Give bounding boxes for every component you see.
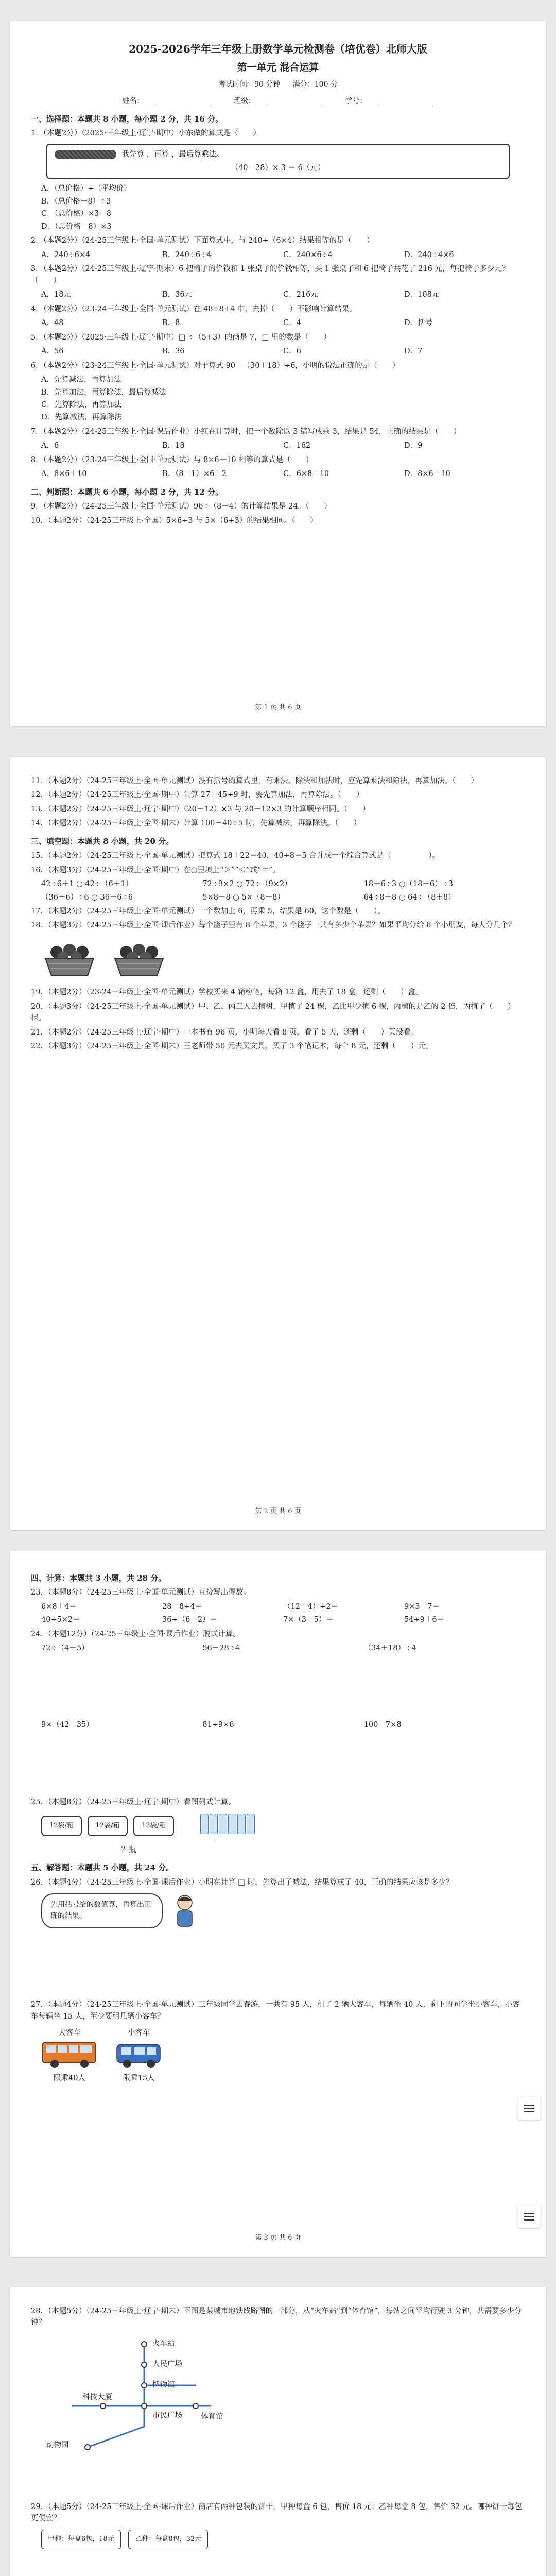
section-3-heading: 三、填空题：本题共 8 小题，共 20 分。	[31, 836, 174, 846]
bus-icon	[41, 2039, 98, 2069]
question-23: 23．（本题8分）（24-25三年级上·全国·单元测试）直接写出得数。	[31, 1588, 251, 1597]
big-bus	[41, 2027, 98, 2084]
q3-option-d: D．108元	[404, 291, 440, 299]
question-8: 8．（本题2分）（23-24三年级上·全国·单元测试）与 8×6－10 相等的算式是（ ）	[31, 455, 314, 464]
small-bus-capacity: 限乘15人	[123, 2074, 155, 2083]
q5-option-b: B．36	[162, 347, 185, 356]
box-icon	[88, 1816, 128, 1836]
score-info: 满分：100 分	[292, 80, 338, 89]
question-29: 29．（本题5分）（24-25三年级上·全国·课后作业）商店有两种包装的饼干，甲种每盒 6 包，售价 18 元；乙种每盒 8 包，售价 32 元。哪种饼干每包更便宜？	[31, 2502, 522, 2523]
question-16: 16．（本题3分）（24-25三年级上·全国·期中）在○里填上“＞”“＜”或“＝”。	[31, 866, 280, 874]
q5-option-a: A．56	[41, 347, 64, 356]
q25-brace-label: ？瓶	[41, 1842, 216, 1856]
q16-row-2	[41, 892, 525, 903]
question-11: 11．（本题2分）（24-25三年级上·全国·单元测试）没有括号的算式里，有乘法、除法和加法时，应先算乘法和除法，再算加法。（ ）	[31, 777, 478, 785]
bottle-icon	[200, 1814, 208, 1834]
station-label: 人民广场	[152, 2360, 182, 2368]
station-label: 体育馆	[201, 2412, 223, 2421]
q1-option-a: A．（总价格）÷（平均价）	[41, 184, 131, 193]
big-bus-label: 大客车	[58, 2029, 81, 2038]
bottle-icon	[247, 1814, 255, 1834]
q16-item: 72÷9×2 ○ 72÷（9×2）	[202, 880, 292, 889]
page-number: 第 3 页 共 6 页	[255, 2233, 301, 2242]
time-info: 考试时间：90 分钟	[218, 80, 281, 89]
q1-option-b: B．（总价格－8）÷3	[41, 197, 111, 206]
question-24: 24．（本题12分）（24-25三年级上·全国·课后作业）脱式计算。	[31, 1630, 240, 1638]
question-4: 4．（本题2分）（23-24三年级上·全国·单元测试）在 48÷8+4 中，去掉（ ）不影响计算结果。	[31, 304, 357, 313]
page-1	[10, 21, 546, 726]
q23-row-1	[41, 1601, 525, 1613]
q23-item: 28－8÷4＝	[162, 1602, 203, 1611]
q7-option-c: C．162	[283, 442, 311, 450]
q26-figure	[41, 1893, 525, 1929]
q6-option-c: C．先算除法，再算加法	[41, 400, 122, 409]
section-5-heading: 五、解答题：本题共 5 小题，共 24 分。	[31, 1863, 174, 1873]
exam-title: 2025-2026学年三年级上册数学单元检测卷（培优卷）北师大版	[129, 43, 427, 55]
q24-row-2	[41, 1719, 525, 1731]
q5-option-d: D．7	[404, 347, 423, 356]
q7-option-a: A．6	[41, 442, 59, 450]
q23-item: 40÷5×2＝	[41, 1616, 80, 1624]
basket-icon	[41, 937, 98, 978]
student-icon	[170, 1893, 199, 1929]
q24-work-space-2	[31, 1732, 525, 1794]
page-number: 第 1 页 共 6 页	[255, 703, 301, 711]
q2-option-c: C．240×6÷4	[283, 250, 333, 259]
q1-option-c: C．（总价格）×3－8	[41, 210, 111, 218]
q16-item: 64÷8＋8 ○ 64÷（8＋8）	[363, 893, 456, 902]
scribble-mark	[55, 150, 116, 159]
bottle-icon	[237, 1814, 246, 1834]
box-icon	[133, 1816, 174, 1836]
q1-formula: （40－28）× 3 ＝ 6（元）	[231, 164, 325, 172]
q29-work-space	[31, 2554, 525, 2576]
q16-item: 18＋6÷3 ○（18＋6）÷3	[363, 880, 454, 889]
q3-option-b: B．36元	[162, 291, 193, 299]
basket-icon	[111, 937, 167, 978]
small-bus	[116, 2027, 162, 2084]
q24-item: 72÷（4＋5）	[41, 1644, 89, 1653]
station-label: 科技大厦	[82, 2393, 112, 2401]
q4-options	[41, 317, 525, 329]
section-1-heading: 一、选择题：本题共 8 小题，每小题 2 分，共 16 分。	[31, 114, 223, 124]
q16-row-1	[41, 878, 525, 890]
q16-item: 5×8－8 ○ 5×（8－8）	[202, 893, 285, 902]
q8-option-d: D．8×6－10	[404, 470, 450, 479]
exam-meta	[31, 79, 525, 91]
question-7: 7．（本题2分）（24-25三年级上·全国·课后作业）小红在计算时，把一个数除以 3 错写成乘 3，结果是 54，正确的结果是（ ）	[31, 427, 461, 436]
q7-options	[41, 440, 525, 451]
q29-figure	[41, 2530, 525, 2549]
question-20: 20．（本题3分）（24-25三年级上·全国·单元测试）甲、乙、丙三人去植树，甲植了 24 棵，乙比甲少植 6 棵，丙植的是乙的 2 倍，丙植了（ ）棵。	[31, 1002, 515, 1023]
big-bus-capacity: 限乘40人	[54, 2074, 85, 2083]
biscuit-box-b: 乙种：每盒8包，32元	[128, 2530, 208, 2549]
q2-option-d: D．240÷4×6	[404, 250, 454, 259]
q24-work-space-1	[31, 1656, 525, 1718]
menu-icon	[524, 2211, 534, 2222]
box-label: 12袋/箱	[49, 1822, 74, 1830]
q4-option-a: A．48	[41, 319, 64, 328]
menu-button[interactable]	[518, 2205, 541, 2228]
bottle-icon	[210, 1814, 218, 1834]
box-label: 12袋/箱	[142, 1822, 166, 1830]
bottle-icon	[219, 1814, 227, 1834]
q2-options	[41, 249, 525, 261]
question-1: 1．（本题2分）（2025·三年级上·辽宁·期中）小东做的算式是（ ）	[31, 129, 261, 138]
q8-option-b: B．（8－1）×6＋2	[162, 470, 227, 479]
question-5: 5．（本题2分）（2025·三年级上·辽宁·期中）□ ÷（5+3）的商是 7，□ 里的数是（ ）	[31, 333, 331, 342]
q5-option-c: C．6	[283, 347, 301, 356]
q1-option-d: D．（总价格－8）×3	[41, 222, 112, 231]
menu-icon	[524, 2103, 534, 2114]
question-26: 26．（本题4分）（24-25三年级上·全国·课后作业）小明在计算 □ 时，先算出了减法，结果算成了 40，正确的结果应该是多少？	[31, 1878, 454, 1887]
question-17: 17．（本题2分）（24-25三年级上·全国·单元测试）一个数加上 6，再乘 5，结果是 60，这个数是（ ）。	[31, 907, 385, 916]
q7-option-b: B．18	[162, 442, 185, 450]
q8-option-c: C．6×8＋10	[283, 470, 329, 479]
q4-option-b: B．8	[162, 319, 180, 328]
page-number: 第 2 页 共 6 页	[255, 1507, 301, 1515]
question-28: 28．（本题5分）（24-25三年级上·辽宁·期末）下图是某城市地铁线路图的一部分，从“火车站”到“体育馆”，每站之间平均行驶 3 分钟，共需要多少分钟？	[31, 2307, 522, 2327]
question-18: 18．（本题3分）（24-25三年级上·全国·课后作业）每个篮子里有 8 个苹果，3 个篮子一共有多少个苹果？如果平均分给 6 个小朋友，每人分几个？	[31, 921, 516, 930]
page-3	[10, 1551, 546, 2257]
question-22: 22．（本题3分）（24-25三年级上·全国·期末）王老师带 50 元去买文具，买了 3 个笔记本，每个 8 元，还剩（ ）元。	[31, 1042, 433, 1051]
question-27: 27．（本题4分）（24-25三年级上·全国·单元测试）三年级同学去春游，一共有 95 人，租了 2 辆大客车，每辆坐 40 人，剩下的同学坐小客车，小客车每辆坐 15 人，至少要租几辆小客车？	[31, 2001, 520, 2021]
q6-option-a: A．先算减法，再算加法	[41, 376, 121, 384]
q27-figure	[41, 2027, 525, 2084]
section-4-heading: 四、计算：本题共 3 小题，共 28 分。	[31, 1573, 166, 1583]
bottle-icon	[228, 1814, 236, 1834]
question-13: 13．（本题2分）（24-25三年级上·辽宁·期中）（20－12）×3 与 20－12×3 的计算顺序相同。（ ）	[31, 805, 370, 814]
q8-option-a: A．8×6＋10	[41, 470, 87, 479]
page-2	[10, 757, 546, 1530]
question-9: 9．（本题2分）（24-25三年级上·全国·单元测试）96÷（8－4）的计算结果是 24。（ ）	[31, 502, 332, 511]
q23-item: 36÷（6－2）＝	[162, 1616, 218, 1624]
q16-item: 42÷6＋1 ○ 42÷（6＋1）	[41, 880, 133, 889]
name-label: 姓名：	[122, 97, 144, 106]
box-label: 12袋/箱	[95, 1822, 120, 1830]
box-icon	[41, 1816, 82, 1836]
bottles-group	[200, 1814, 256, 1838]
class-line	[266, 99, 322, 107]
q23-item: 7×（3＋5）＝	[283, 1616, 334, 1624]
q2-option-b: B．240÷6÷4	[162, 250, 212, 259]
apple-baskets	[41, 937, 525, 981]
q25-figure	[41, 1814, 525, 1856]
station-label: 火车站	[152, 2339, 175, 2348]
station-label: 博物馆	[152, 2380, 175, 2389]
q16-item: （36－6）÷6 ○ 36－6÷6	[41, 893, 133, 902]
question-2: 2．（本题2分）（24-25三年级上·全国·单元测试）下面算式中，与 240÷（6×4）结果相等的是（ ）	[31, 236, 374, 245]
question-6: 6．（本题2分）（23-24三年级上·全国·单元测试）对于算式 90－（30＋18）÷6，小明的说法正确的是（ ）	[31, 361, 400, 370]
q4-option-d: D．括号	[404, 319, 433, 328]
question-19: 19．（本题2分）（23-24三年级上·全国·单元测试）学校买来 4 箱粉笔，每箱 12 盒，用去了 18 盒，还剩（ ）盒。	[31, 988, 423, 997]
question-12: 12．（本题2分）（24-25三年级上·全国·期中）计算 27＋45÷9 时，要先算加法，再算除法。（ ）	[31, 791, 364, 800]
q23-item: （12＋4）÷2＝	[283, 1602, 339, 1611]
q3-option-a: A．18元	[41, 291, 71, 299]
q1-note-text: 我先算 ，再算 ，最后算乘法。	[121, 150, 224, 159]
q24-row-1	[41, 1642, 525, 1654]
q23-item: 54÷9＋6＝	[404, 1616, 445, 1624]
q24-item: 81÷9×6	[202, 1720, 234, 1729]
small-bus-label: 小客车	[127, 2029, 150, 2038]
van-icon	[116, 2039, 162, 2069]
subway-map	[41, 2334, 402, 2452]
q23-row-2	[41, 1614, 525, 1625]
q26-work-space	[31, 1935, 525, 1996]
q2-option-a: A．240÷6×4	[41, 250, 91, 259]
q24-item: 56－28÷4	[202, 1644, 240, 1653]
q28-work-space	[31, 2458, 525, 2499]
q24-item: 9×（42－35）	[41, 1720, 94, 1729]
page-4	[10, 2287, 546, 2576]
question-25: 25．（本题8分）（24-25三年级上·辽宁·期中）看图列式计算。	[31, 1798, 236, 1807]
exam-subtitle: 第一单元 混合运算	[237, 62, 319, 73]
q5-options	[41, 346, 525, 357]
station-label: 动物园	[46, 2441, 69, 2449]
q23-item: 9×3－7＝	[404, 1602, 440, 1611]
question-14: 14．（本题2分）（24-25三年级上·全国·期末）计算 100－40÷5 时，先算减法，再算除法。（ ）	[31, 819, 361, 828]
q6-option-b: B．先算加法，再算除法，最后算减法	[41, 388, 166, 397]
q4-option-c: C．4	[283, 319, 301, 328]
question-15: 15．（本题2分）（24-25三年级上·全国·单元测试）把算式 18＋22＝40，40÷8＝5 合并成一个综合算式是（ ）。	[31, 852, 440, 860]
q7-option-d: D．9	[404, 442, 423, 450]
name-line	[154, 99, 211, 107]
question-10: 10．（本题2分）（24-25三年级上·全国）5×6÷3 与 5×（6÷3）的结果相同。（ ）	[31, 516, 318, 525]
menu-button[interactable]	[518, 2097, 541, 2120]
q3-option-c: C．216元	[283, 291, 318, 299]
speech-bubble: 先用括号给的数值算，再算出正确的结果。	[41, 1893, 163, 1928]
question-21: 21．（本题2分）（24-25三年级上·辽宁·期中）一本书有 96 页，小明每天看 8 页，看了 5 天，还剩（ ）页没看。	[31, 1028, 419, 1037]
biscuit-box-a: 甲种：每盒6包，18元	[41, 2530, 121, 2549]
q23-item: 6×8＋4＝	[41, 1602, 77, 1611]
q24-item: （34＋18）÷4	[363, 1644, 416, 1653]
question-3: 3．（本题2分）（24-25三年级上·辽宁·期末）6 把椅子的价钱和 1 张桌子的价钱相等，买 1 张桌子和 6 把椅子共花了 216 元，每把椅子多少元？（ ）	[31, 265, 510, 285]
q24-item: 100－7×8	[363, 1720, 402, 1729]
section-2-heading: 二、判断题：本题共 6 小题，每小题 2 分，共 12 分。	[31, 487, 223, 497]
q8-options	[41, 468, 525, 480]
class-label: 班级：	[234, 97, 255, 106]
q3-options	[41, 289, 525, 300]
id-label: 学号：	[345, 97, 367, 106]
q6-option-d: D．先算减法，再算除法	[41, 413, 122, 422]
id-line	[377, 99, 433, 107]
question-1-note	[46, 144, 510, 179]
station-label: 市民广场	[152, 2411, 182, 2420]
student-info	[31, 96, 525, 107]
